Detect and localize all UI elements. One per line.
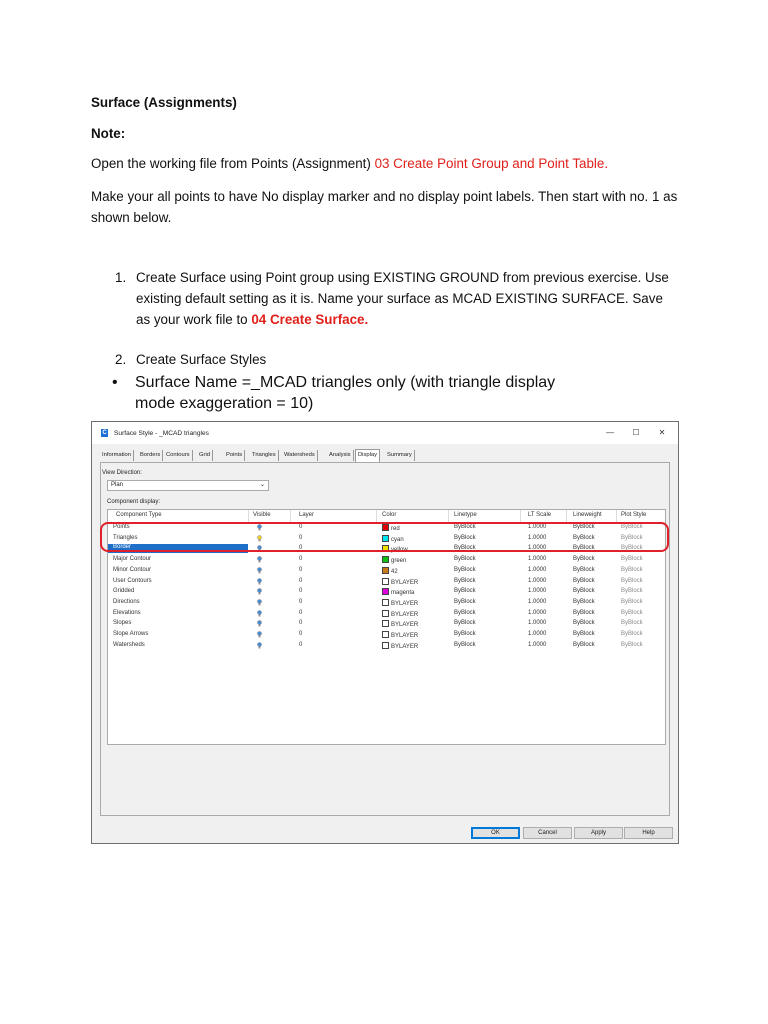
tab-display[interactable]: Display — [355, 449, 380, 462]
layer-cell: 0 — [299, 577, 303, 584]
lineweight-cell: ByBlock — [573, 545, 595, 552]
plot-style-cell: ByBlock — [621, 545, 643, 552]
linetype-cell: ByBlock — [454, 524, 476, 530]
color-name: BYLAYER — [391, 643, 419, 650]
layer-cell: 0 — [299, 641, 303, 648]
col-visible[interactable]: Visible — [253, 512, 271, 518]
component-type-cell: Points — [113, 524, 130, 530]
tab-triangles[interactable]: Triangles — [250, 450, 279, 461]
color-swatch — [382, 599, 389, 606]
color-cell[interactable] — [382, 599, 418, 607]
plot-style-cell: ByBlock — [621, 598, 643, 605]
linetype-cell: ByBlock — [454, 641, 476, 648]
color-swatch — [382, 642, 389, 649]
lineweight-cell: ByBlock — [573, 566, 595, 573]
component-display-label: Component display: — [107, 499, 161, 505]
layer-cell: 0 — [299, 588, 303, 595]
col-lt-scale[interactable]: LT Scale — [528, 512, 552, 518]
lineweight-cell: ByBlock — [573, 524, 595, 530]
lineweight-cell: ByBlock — [573, 556, 595, 563]
color-swatch — [382, 631, 389, 638]
lt-scale-cell: 1.0000 — [528, 631, 547, 637]
tab-information[interactable]: Information — [100, 450, 134, 461]
color-name: BYLAYER — [391, 579, 419, 586]
file-reference: 04 Create Surface. — [251, 312, 369, 327]
tab-borders[interactable]: Borders — [138, 450, 163, 461]
table-row[interactable] — [108, 619, 665, 630]
color-name: green — [391, 558, 407, 565]
lt-scale-cell: 1.0000 — [528, 545, 547, 552]
color-name: BYLAYER — [391, 600, 419, 607]
col-component-type[interactable]: Component Type — [116, 512, 162, 518]
tab-points[interactable]: Points — [224, 450, 245, 461]
plot-style-cell: ByBlock — [621, 641, 643, 648]
note-heading: Note: — [91, 126, 126, 141]
tab-grid[interactable]: Grid — [197, 450, 213, 461]
lt-scale-cell: 1.0000 — [528, 609, 547, 616]
tab-watersheds[interactable]: Watersheds — [282, 450, 318, 461]
col-divider — [520, 510, 521, 522]
linetype-cell: ByBlock — [454, 598, 476, 605]
table-row[interactable] — [108, 630, 665, 641]
bullet-text: Surface Name =_MCAD triangles only (with triangle display mode exaggeration = 10) — [135, 374, 556, 412]
table-row[interactable] — [108, 598, 665, 609]
lt-scale-cell: 1.0000 — [528, 566, 547, 573]
page-title: Surface (Assignments) — [91, 95, 237, 110]
color-swatch — [382, 567, 389, 574]
paragraph-instructions: Make your all points to have No display marker and no display point labels. Then start with no. 1 as shown below. — [91, 189, 678, 225]
plot-style-cell: ByBlock — [621, 566, 643, 573]
col-divider — [616, 510, 617, 522]
lt-scale-cell: 1.0000 — [528, 620, 547, 627]
visibility-bulb-icon[interactable] — [257, 567, 262, 574]
plot-style-cell: ByBlock — [621, 577, 643, 584]
maximize-button[interactable]: ☐ — [632, 428, 640, 437]
minimize-button[interactable]: — — [606, 428, 614, 437]
linetype-cell: ByBlock — [454, 556, 476, 563]
linetype-cell: ByBlock — [454, 545, 476, 552]
color-cell[interactable] — [382, 631, 418, 639]
view-direction-select[interactable] — [107, 480, 269, 491]
color-swatch — [382, 620, 389, 627]
component-type-cell: Slopes — [113, 620, 132, 627]
table-row[interactable] — [108, 577, 665, 588]
lineweight-cell: ByBlock — [573, 609, 595, 616]
lineweight-cell: ByBlock — [573, 534, 595, 541]
dialog-title: Surface Style - _MCAD triangles — [114, 430, 209, 437]
plot-style-cell: ByBlock — [621, 556, 643, 563]
ok-button[interactable]: OK — [471, 827, 520, 839]
lineweight-cell: ByBlock — [573, 588, 595, 595]
linetype-cell: ByBlock — [454, 588, 476, 595]
col-linetype[interactable]: Linetype — [454, 512, 477, 518]
col-divider — [290, 510, 291, 522]
dialog-titlebar — [92, 422, 678, 444]
color-swatch — [382, 556, 389, 563]
linetype-cell: ByBlock — [454, 534, 476, 541]
visibility-bulb-icon[interactable] — [257, 642, 262, 649]
lineweight-cell: ByBlock — [573, 631, 595, 637]
linetype-cell: ByBlock — [454, 631, 476, 637]
table-row[interactable] — [108, 641, 665, 652]
component-type-cell: Gridded — [113, 588, 135, 595]
paragraph-text: Open the working file from Points (Assignment) — [91, 156, 375, 171]
plot-style-cell: ByBlock — [621, 524, 643, 530]
color-cell[interactable] — [382, 620, 418, 628]
component-type-cell: Elevations — [113, 609, 141, 616]
linetype-cell: ByBlock — [454, 620, 476, 627]
lt-scale-cell: 1.0000 — [528, 534, 547, 541]
component-type-cell: Minor Contour — [113, 566, 152, 573]
visibility-bulb-icon[interactable] — [257, 620, 262, 627]
color-swatch — [382, 578, 389, 585]
list-number: 2. — [115, 352, 127, 367]
tab-summary[interactable]: Summary — [385, 450, 415, 461]
table-row[interactable] — [108, 609, 665, 620]
component-type-cell: Border — [108, 544, 248, 553]
component-type-cell: User Contours — [113, 577, 152, 584]
color-cell[interactable] — [382, 588, 414, 596]
plot-style-cell: ByBlock — [621, 609, 643, 616]
plot-style-cell: ByBlock — [621, 631, 643, 637]
visibility-bulb-icon[interactable] — [257, 631, 262, 638]
lineweight-cell: ByBlock — [573, 620, 595, 627]
col-divider — [566, 510, 567, 522]
color-name: BYLAYER — [391, 622, 419, 629]
color-name: BYLAYER — [391, 611, 419, 618]
col-divider — [248, 510, 249, 522]
visibility-bulb-icon[interactable] — [257, 599, 262, 606]
col-divider — [376, 510, 377, 522]
col-divider — [448, 510, 449, 522]
plot-style-cell: ByBlock — [621, 588, 643, 595]
lineweight-cell: ByBlock — [573, 598, 595, 605]
plot-style-cell: ByBlock — [621, 534, 643, 541]
apply-button[interactable]: Apply — [574, 827, 623, 839]
list-text — [136, 267, 676, 330]
linetype-cell: ByBlock — [454, 609, 476, 616]
layer-cell: 0 — [299, 631, 303, 637]
color-name: BYLAYER — [391, 633, 419, 639]
color-name: magenta — [391, 590, 415, 597]
view-direction-label: View Direction: — [102, 470, 142, 476]
col-lineweight[interactable]: Lineweight — [573, 512, 602, 518]
lt-scale-cell: 1.0000 — [528, 577, 547, 584]
lt-scale-cell: 1.0000 — [528, 598, 547, 605]
color-cell[interactable] — [382, 610, 418, 618]
layer-cell: 0 — [299, 524, 303, 530]
color-swatch — [382, 610, 389, 617]
layer-cell: 0 — [299, 566, 303, 573]
list-text-body: Create Surface using Point group using EXISTING GROUND from previous exercise. Use existing default setting as it is. Name your surface as MCAD EXISTING SURFACE. Save as your work file to — [136, 270, 669, 327]
file-reference: 03 Create Point Group and Point Table. — [374, 156, 609, 171]
lt-scale-cell: 1.0000 — [528, 524, 547, 530]
list-text: Create Surface Styles — [136, 352, 267, 367]
view-direction-value: Plan — [111, 482, 124, 488]
help-button[interactable]: Help — [624, 827, 673, 839]
table-row[interactable] — [108, 566, 665, 577]
cancel-button[interactable]: Cancel — [523, 827, 572, 839]
component-type-cell: Watersheds — [113, 641, 145, 648]
tab-contours[interactable]: Contours — [164, 450, 193, 461]
component-type-cell: Major Contour — [113, 556, 152, 563]
layer-cell: 0 — [299, 598, 303, 605]
table-row[interactable] — [108, 555, 665, 566]
layer-cell: 0 — [299, 545, 303, 552]
linetype-cell: ByBlock — [454, 566, 476, 573]
list-number: 1. — [115, 270, 127, 285]
lt-scale-cell: 1.0000 — [528, 641, 547, 648]
lt-scale-cell: 1.0000 — [528, 556, 547, 563]
col-color[interactable]: Color — [382, 512, 397, 518]
color-cell[interactable] — [382, 642, 418, 650]
surface-style-dialog — [91, 421, 679, 844]
layer-cell: 0 — [299, 534, 303, 541]
lineweight-cell: ByBlock — [573, 641, 595, 648]
lt-scale-cell: 1.0000 — [528, 588, 547, 595]
lineweight-cell: ByBlock — [573, 577, 595, 584]
col-layer[interactable]: Layer — [299, 512, 315, 518]
component-type-cell: Slope Arrows — [113, 631, 149, 637]
color-name: 42 — [391, 568, 398, 575]
highlight-annotation — [100, 522, 669, 552]
visibility-bulb-icon[interactable] — [257, 610, 262, 617]
layer-cell: 0 — [299, 556, 303, 563]
color-swatch — [382, 588, 389, 595]
visibility-bulb-icon[interactable] — [257, 578, 262, 585]
color-name: yellow — [391, 547, 408, 554]
layer-cell: 0 — [299, 620, 303, 627]
close-button[interactable]: ✕ — [658, 428, 666, 437]
col-plot-style[interactable]: Plot Style — [621, 512, 647, 518]
color-cell[interactable] — [382, 567, 398, 575]
color-name: red — [391, 526, 400, 532]
tab-analysis[interactable]: Analysis — [327, 450, 354, 461]
paragraph-open-file — [91, 156, 608, 171]
visibility-bulb-icon[interactable] — [257, 588, 262, 595]
color-name: cyan — [391, 536, 404, 543]
layer-cell: 0 — [299, 609, 303, 616]
color-cell[interactable] — [382, 556, 406, 564]
bullet-dot: • — [112, 374, 118, 391]
table-row[interactable] — [108, 587, 665, 598]
chevron-down-icon: ⌄ — [259, 482, 265, 488]
color-cell[interactable] — [382, 578, 418, 586]
app-icon: C — [102, 430, 107, 436]
component-type-cell: Triangles — [113, 534, 138, 541]
visibility-bulb-icon[interactable] — [257, 556, 262, 563]
component-type-cell: Directions — [113, 598, 140, 605]
linetype-cell: ByBlock — [454, 577, 476, 584]
plot-style-cell: ByBlock — [621, 620, 643, 627]
